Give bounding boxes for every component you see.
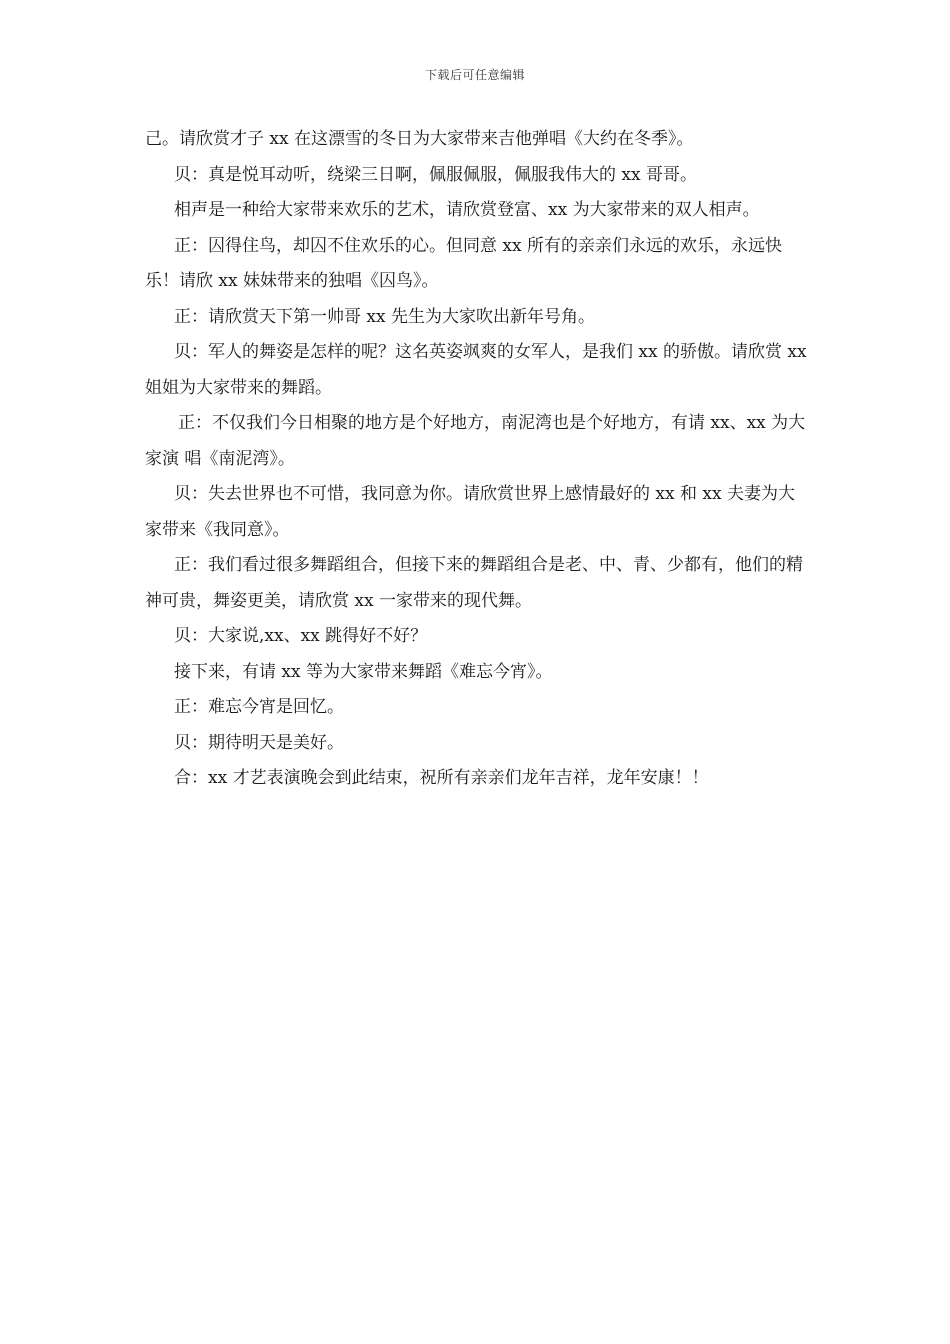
paragraph: 贝：失去世界也不可惜，我同意为你。请欣赏世界上感情最好的 xx 和 xx 夫妻为大家带来《我同意》。 [145, 484, 795, 540]
paragraph: 正：不仅我们今日相聚的地方是个好地方，南泥湾也是个好地方，有请 xx、xx 为大家演 唱《南泥湾》。 [145, 413, 806, 469]
paragraph: 正：难忘今宵是回忆。 [174, 697, 344, 717]
paragraph: 贝：军人的舞姿是怎样的呢？这名英姿飒爽的女军人，是我们 xx 的骄傲。请欣赏 xx 姐姐为大家带来的舞蹈。 [145, 342, 807, 398]
paragraph: 正：请欣赏天下第一帅哥 xx 先生为大家吹出新年号角。 [174, 306, 595, 327]
paragraph: 正：囚得住鸟，却囚不住欢乐的心。但同意 xx 所有的亲亲们永远的欢乐，永远快乐！请欣 xx 妹妹带来的独唱《囚鸟》。 [145, 235, 782, 291]
paragraph: 正：我们看过很多舞蹈组合，但接下来的舞蹈组合是老、中、青、少都有，他们的精神可贵，舞姿更美，请欣赏 xx 一家带来的现代舞。 [145, 555, 803, 611]
paragraph: 贝：期待明天是美好。 [174, 732, 344, 753]
document-body [145, 122, 810, 797]
page-header: 下载后可任意编辑 [424, 68, 525, 82]
paragraph: 己。请欣赏才子 xx 在这漂雪的冬日为大家带来吉他弹唱《大约在冬季》。 [145, 129, 694, 149]
paragraph: 相声是一种给大家带来欢乐的艺术，请欣赏登富、xx 为大家带来的双人相声。 [174, 200, 760, 220]
paragraph: 贝：真是悦耳动听，绕梁三日啊，佩服佩服，佩服我伟大的 xx 哥哥。 [174, 164, 697, 185]
paragraph: 接下来，有请 xx 等为大家带来舞蹈《难忘今宵》。 [174, 661, 553, 682]
paragraph: 贝：大家说,xx、xx 跳得好不好？ [174, 626, 428, 646]
paragraph: 合：xx 才艺表演晚会到此结束，祝所有亲亲们龙年吉祥，龙年安康！！ [174, 768, 709, 788]
